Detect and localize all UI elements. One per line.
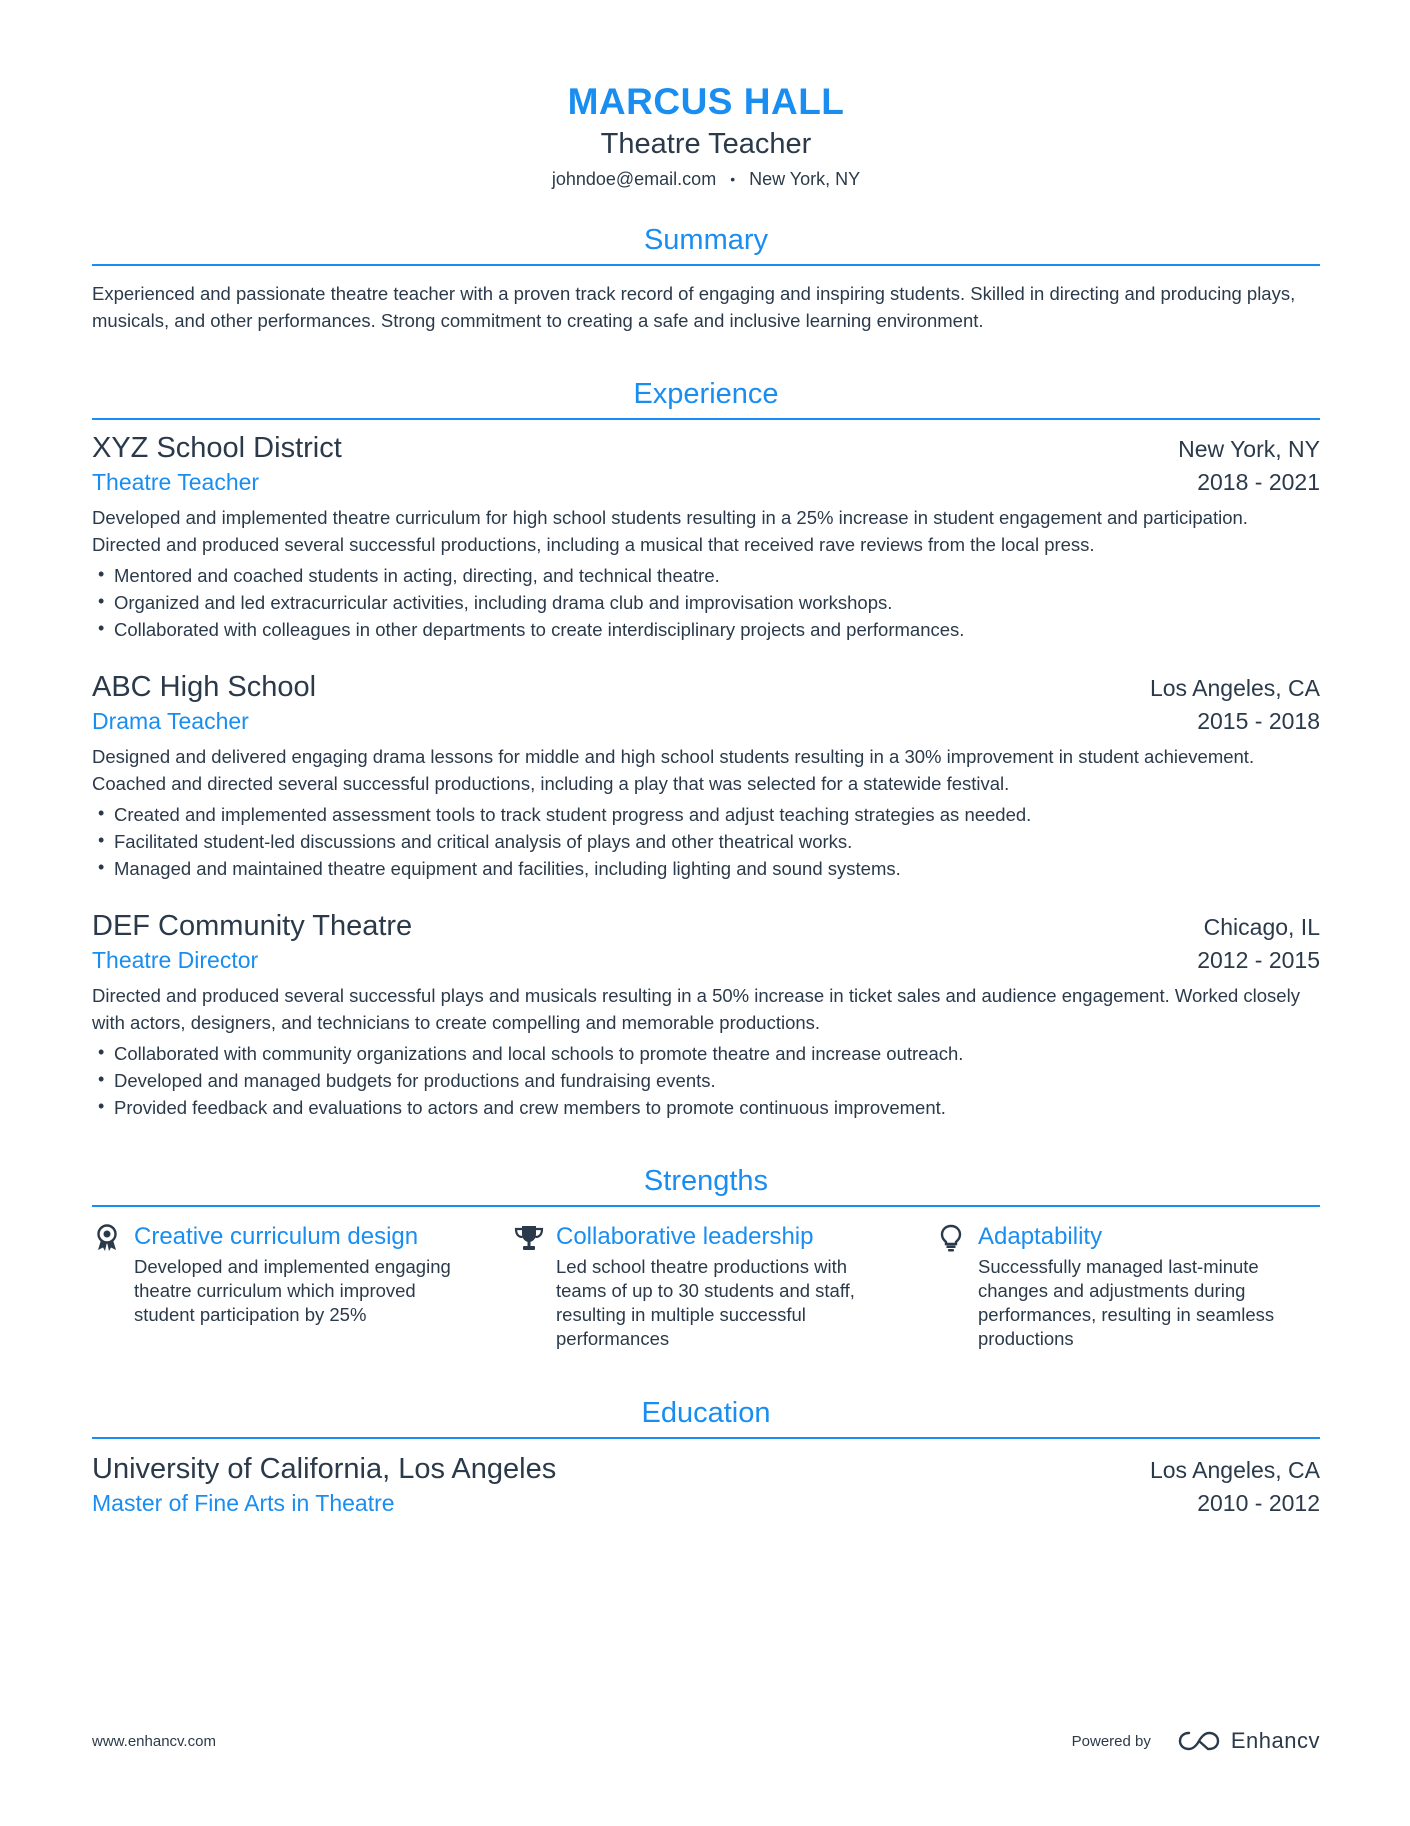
strength-description: Developed and implemented engaging theatre curriculum which improved student participation by 25% bbox=[134, 1256, 451, 1325]
lightbulb-icon bbox=[936, 1223, 966, 1253]
strength-item bbox=[514, 1221, 898, 1351]
education-section bbox=[92, 1395, 1320, 1519]
strengths-heading: Strengths bbox=[643, 1165, 769, 1197]
resume-header bbox=[92, 0, 1320, 192]
enhancv-logo-icon bbox=[1177, 1730, 1221, 1752]
strength-description: Led school theatre productions with teams of up to 30 students and staff, resulting in multiple successful performances bbox=[556, 1256, 855, 1349]
job-company: XYZ School District bbox=[92, 432, 342, 464]
job-dates: 2018 - 2021 bbox=[1197, 469, 1320, 495]
contact-email[interactable]: johndoe@email.com bbox=[551, 169, 717, 189]
strengths-divider bbox=[92, 1205, 1320, 1207]
experience-heading: Experience bbox=[633, 378, 779, 410]
job-location: New York, NY bbox=[1178, 436, 1320, 462]
job-bullets bbox=[92, 801, 1320, 882]
strength-title: Collaborative leadership bbox=[556, 1223, 814, 1250]
footer-website-link[interactable]: www.enhancv.com bbox=[92, 1732, 216, 1750]
job-location: Los Angeles, CA bbox=[1149, 675, 1320, 701]
job-bullet: • Organized and led extracurricular activities, including drama club and improvisation workshops. bbox=[92, 589, 1320, 616]
job-company: DEF Community Theatre bbox=[92, 910, 413, 942]
job-entry bbox=[92, 430, 1320, 643]
summary-heading: Summary bbox=[643, 224, 769, 256]
strength-item bbox=[92, 1221, 476, 1351]
job-bullets bbox=[92, 1040, 1320, 1121]
strengths-section bbox=[92, 1163, 1320, 1351]
job-entry bbox=[92, 908, 1320, 1121]
experience-section bbox=[92, 376, 1320, 1121]
experience-divider bbox=[92, 418, 1320, 420]
candidate-name: MARCUS HALL bbox=[567, 81, 845, 122]
summary-text: Experienced and passionate theatre teacher with a proven track record of engaging and inspiring students. Skilled in directing and producing plays, musicals, and other performances. Strong commitment to creating a safe and inclusive learning environment. bbox=[92, 283, 1296, 331]
candidate-title: Theatre Teacher bbox=[600, 128, 812, 160]
powered-by bbox=[1072, 1728, 1320, 1754]
education-heading: Education bbox=[641, 1397, 771, 1429]
job-bullets bbox=[92, 562, 1320, 643]
summary-divider bbox=[92, 264, 1320, 266]
award-ribbon-icon bbox=[92, 1223, 122, 1253]
education-school: University of California, Los Angeles bbox=[92, 1453, 557, 1485]
page-footer bbox=[92, 1728, 1320, 1754]
brand-name: Enhancv bbox=[1230, 1728, 1320, 1753]
job-role: Drama Teacher bbox=[92, 708, 249, 734]
brand-logo[interactable] bbox=[1177, 1728, 1320, 1754]
summary-section bbox=[92, 222, 1320, 334]
resume-page bbox=[92, 0, 1320, 1826]
education-degree: Master of Fine Arts in Theatre bbox=[92, 1490, 395, 1516]
powered-by-label: Powered by bbox=[1071, 1732, 1151, 1750]
job-dates: 2012 - 2015 bbox=[1197, 947, 1320, 973]
contact-location: New York, NY bbox=[749, 169, 861, 189]
job-description: Directed and produced several successful plays and musicals resulting in a 50% increase in ticket sales and audience engagement. Worked closely with actors, designers, and technicians to create compelling and memorable productions. bbox=[92, 985, 1300, 1033]
job-bullet: • Provided feedback and evaluations to actors and crew members to promote continuous improvement. bbox=[92, 1094, 1320, 1121]
job-bullet: • Managed and maintained theatre equipment and facilities, including lighting and sound systems. bbox=[92, 855, 1320, 882]
strength-title: Adaptability bbox=[978, 1223, 1103, 1250]
job-bullet: • Facilitated student-led discussions and critical analysis of plays and other theatrical works. bbox=[92, 828, 1320, 855]
job-bullet: • Created and implemented assessment tools to track student progress and adjust teaching strategies as needed. bbox=[92, 801, 1320, 828]
job-description: Designed and delivered engaging drama lessons for middle and high school students resulting in a 30% improvement in student achievement. Coached and directed several successful productions, including a play that was selected for a statewide festival. bbox=[92, 746, 1255, 794]
contact-line bbox=[92, 166, 1320, 192]
strengths-list bbox=[92, 1221, 1320, 1351]
contact-separator: • bbox=[730, 171, 736, 187]
job-bullet: • Mentored and coached students in acting, directing, and technical theatre. bbox=[92, 562, 1320, 589]
strength-item bbox=[936, 1221, 1320, 1351]
job-role: Theatre Teacher bbox=[92, 469, 260, 495]
job-bullet: • Developed and managed budgets for productions and fundraising events. bbox=[92, 1067, 1320, 1094]
job-role: Theatre Director bbox=[92, 947, 259, 973]
job-bullet: • Collaborated with colleagues in other departments to create interdisciplinary projects and performances. bbox=[92, 616, 1320, 643]
job-entry bbox=[92, 669, 1320, 882]
education-divider bbox=[92, 1437, 1320, 1439]
strength-title: Creative curriculum design bbox=[134, 1223, 419, 1250]
job-company: ABC High School bbox=[92, 671, 317, 703]
education-location: Los Angeles, CA bbox=[1149, 1457, 1320, 1483]
job-description: Developed and implemented theatre curriculum for high school students resulting in a 25% increase in student engagement and participation. Directed and produced several successful productions, including a musical that received rave reviews from the local press. bbox=[92, 507, 1248, 555]
education-dates: 2010 - 2012 bbox=[1197, 1490, 1320, 1516]
job-bullet: • Collaborated with community organizations and local schools to promote theatre and increase outreach. bbox=[92, 1040, 1320, 1067]
trophy-icon bbox=[514, 1223, 544, 1253]
job-location: Chicago, IL bbox=[1203, 914, 1320, 940]
job-dates: 2015 - 2018 bbox=[1197, 708, 1320, 734]
strength-description: Successfully managed last-minute changes and adjustments during performances, resulting in seamless productions bbox=[978, 1256, 1275, 1349]
